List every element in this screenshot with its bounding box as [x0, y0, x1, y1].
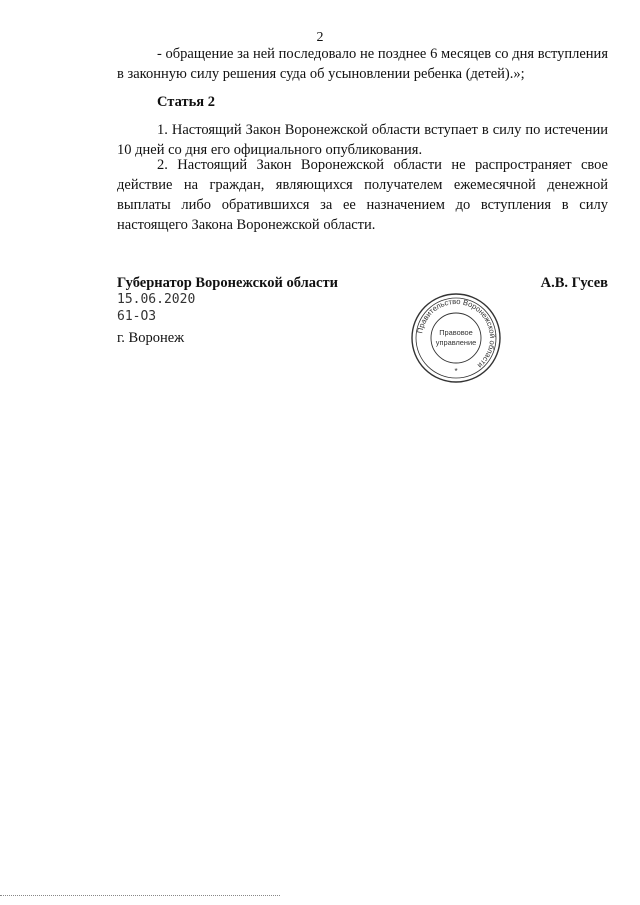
stamp-seal-graphic [410, 292, 502, 384]
article-paragraph-2: 2. Настоящий Закон Воронежской области не распространяет свое действие на граждан, являющихся получателем ежемесячной денежной выплаты либо обратившихся за ее назначением до вступления в силу настоящего Закона Воронежской области. [117, 157, 608, 233]
stamp-inner-line-2: управление [435, 338, 477, 347]
bottom-divider [0, 895, 280, 896]
law-number: 61-ОЗ [117, 309, 157, 324]
official-stamp [410, 292, 502, 384]
paragraph-continuation: - обращение за ней последовало не позднее 6 месяцев со дня вступления в законную силу решения суда об усыновлении ребенка (детей).»; [117, 46, 608, 82]
article-paragraph-1: 1. Настоящий Закон Воронежской области вступает в силу по истечении 10 дней со дня его официального опубликования. [117, 122, 608, 158]
signing-city: г. Воронеж [117, 330, 185, 346]
stamp-outer-text: Правительство Воронежской области [415, 296, 498, 371]
stamp-star-mark: * [454, 367, 458, 376]
signing-date: 15.06.2020 [117, 292, 196, 307]
stamp-inner-line-1: Правовое [439, 328, 473, 337]
article-heading: Статья 2 [157, 94, 215, 110]
signatory-title: Губернатор Воронежской области [117, 275, 338, 291]
signatory-name: А.В. Гусев [540, 275, 608, 291]
page-number: 2 [316, 30, 324, 45]
